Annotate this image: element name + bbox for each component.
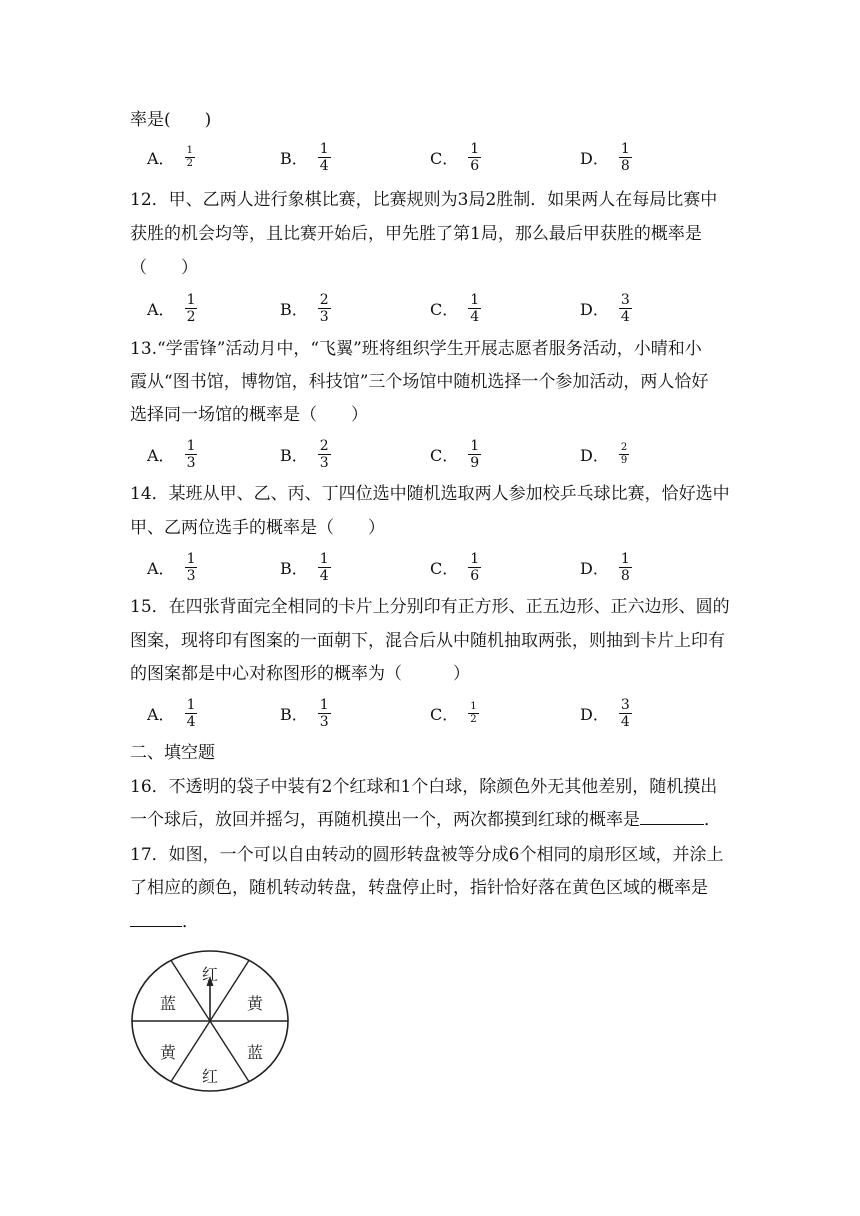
fraction: $\frac{1}{8}$ <box>620 140 630 174</box>
option-letter: D． <box>580 299 609 319</box>
option-letter: C． <box>430 148 459 168</box>
q12-option-b[interactable] <box>280 288 331 328</box>
q11-option-b[interactable] <box>280 137 331 177</box>
option-letter: B． <box>280 148 308 168</box>
sector-label-red-bottom: 红 <box>201 1067 219 1086</box>
option-letter: B． <box>280 445 308 465</box>
q11-option-a[interactable] <box>147 137 195 177</box>
option-letter: A． <box>147 704 175 724</box>
q16-text: 一个球后，放回并摇匀，再随机摸出一个，两次都摸到红球的概率是 <box>130 810 640 830</box>
q14-option-c[interactable] <box>430 547 481 587</box>
option-letter: D． <box>580 704 609 724</box>
q11-option-c[interactable] <box>430 137 481 177</box>
q17-answer-blank[interactable] <box>130 926 182 927</box>
fraction: $\frac{3}{4}$ <box>620 291 630 325</box>
q17-line-2: 了相应的颜色，随机转动转盘，转盘停止时，指针恰好落在黄色区域的概率是 <box>130 878 708 898</box>
fraction: $\frac{2}{3}$ <box>319 437 329 471</box>
q11-tail: 率是( ) <box>130 110 212 130</box>
q15-line-3: 的图案都是中心对称图形的概率为（ ） <box>130 664 470 684</box>
option-letter: D． <box>580 445 609 465</box>
option-letter: D． <box>580 148 609 168</box>
fraction: $\frac{1}{8}$ <box>620 550 630 584</box>
section-heading: 二、填空题 <box>130 743 215 763</box>
fraction: $\frac{1}{2}$ <box>186 144 193 169</box>
option-letter: C． <box>430 558 459 578</box>
q13-options <box>147 434 747 474</box>
fraction: $\frac{2}{3}$ <box>319 291 329 325</box>
fraction: $\frac{1}{2}$ <box>186 291 196 325</box>
sector-label-blue-right: 蓝 <box>246 1043 264 1062</box>
option-letter: C． <box>430 299 459 319</box>
q15-line-1: 15．在四张背面完全相同的卡片上分别印有正方形、正五边形、正六边形、圆的 <box>130 597 730 617</box>
option-letter: B． <box>280 704 308 724</box>
option-letter: A． <box>147 558 175 578</box>
sector-label-yellow-left: 黄 <box>159 1043 177 1062</box>
option-letter: C． <box>430 445 459 465</box>
sector-label-red-top: 红 <box>201 965 219 984</box>
q12-line-1: 12．甲、乙两人进行象棋比赛，比赛规则为3局2胜制．如果两人在每局比赛中 <box>130 190 718 210</box>
q14-options <box>147 547 747 587</box>
q14-option-b[interactable] <box>280 547 331 587</box>
q15-options <box>147 693 747 733</box>
fraction: $\frac{1}{4}$ <box>319 550 329 584</box>
q15-option-a[interactable] <box>147 693 197 733</box>
q16-line-2 <box>130 808 730 832</box>
q12-option-d[interactable] <box>580 288 632 328</box>
q17-period: ． <box>182 912 199 932</box>
fraction: $\frac{1}{4}$ <box>470 291 480 325</box>
option-letter: A． <box>147 299 175 319</box>
q11-options <box>147 137 747 177</box>
q13-option-b[interactable] <box>280 434 331 474</box>
q15-line-2: 图案，现将印有图案的一面朝下，混合后从中随机抽取两张，则抽到卡片上印有 <box>130 631 725 651</box>
fraction: $\frac{1}{2}$ <box>470 700 477 725</box>
q15-option-d[interactable] <box>580 693 632 733</box>
q12-option-c[interactable] <box>430 288 481 328</box>
option-letter: B． <box>280 558 308 578</box>
fraction: $\frac{1}{9}$ <box>470 437 480 471</box>
q17-line-1: 17．如图，一个可以自由转动的圆形转盘被等分成6个相同的扇形区域，并涂上 <box>130 845 724 865</box>
q12-option-a[interactable] <box>147 288 197 328</box>
q13-line-3: 选择同一场馆的概率是（ ） <box>130 405 368 425</box>
q12-options <box>147 288 747 328</box>
q13-option-a[interactable] <box>147 434 197 474</box>
q16-line-1: 16．不透明的袋子中装有2个红球和1个白球，除颜色外无其他差别，随机摸出 <box>130 777 718 797</box>
q16-period: ． <box>704 810 721 830</box>
q15-option-b[interactable] <box>280 693 331 733</box>
q13-option-d[interactable] <box>580 434 629 474</box>
option-letter: A． <box>147 148 175 168</box>
sector-label-blue-left: 蓝 <box>159 994 177 1013</box>
fraction: $\frac{3}{4}$ <box>620 696 630 730</box>
q14-line-1: 14．某班从甲、乙、丙、丁四位选中随机选取两人参加校乒乓球比赛，恰好选中 <box>130 484 730 504</box>
q15-option-c[interactable] <box>430 693 479 733</box>
q12-line-3: （ ） <box>130 258 198 278</box>
fraction: $\frac{1}{3}$ <box>319 696 329 730</box>
q12-line-2: 获胜的机会均等，且比赛开始后，甲先胜了第1局，那么最后甲获胜的概率是 <box>130 224 702 244</box>
spinner-wheel-figure <box>130 950 290 1092</box>
fraction: $\frac{1}{3}$ <box>186 437 196 471</box>
fraction: $\frac{2}{9}$ <box>620 441 628 466</box>
q14-option-a[interactable] <box>147 547 197 587</box>
q17-line-3 <box>130 910 730 934</box>
sector-label-yellow-right: 黄 <box>246 994 264 1013</box>
q14-option-d[interactable] <box>580 547 632 587</box>
option-letter: B． <box>280 299 308 319</box>
q11-option-d[interactable] <box>580 137 632 177</box>
option-letter: C． <box>430 704 459 724</box>
fraction: $\frac{1}{3}$ <box>186 550 196 584</box>
q16-answer-blank[interactable] <box>640 824 704 825</box>
q13-line-1: 13.“学雷锋”活动月中，“飞翼”班将组织学生开展志愿者服务活动，小晴和小 <box>130 339 702 359</box>
fraction: $\frac{1}{6}$ <box>470 140 480 174</box>
fraction: $\frac{1}{4}$ <box>186 696 196 730</box>
q14-line-2: 甲、乙两位选手的概率是（ ） <box>130 518 385 538</box>
fraction: $\frac{1}{4}$ <box>319 140 329 174</box>
fraction: $\frac{1}{6}$ <box>470 550 480 584</box>
option-letter: A． <box>147 445 175 465</box>
option-letter: D． <box>580 558 609 578</box>
q13-option-c[interactable] <box>430 434 481 474</box>
q13-line-2: 霞从“图书馆，博物馆，科技馆”三个场馆中随机选择一个参加活动，两人恰好 <box>130 372 709 392</box>
